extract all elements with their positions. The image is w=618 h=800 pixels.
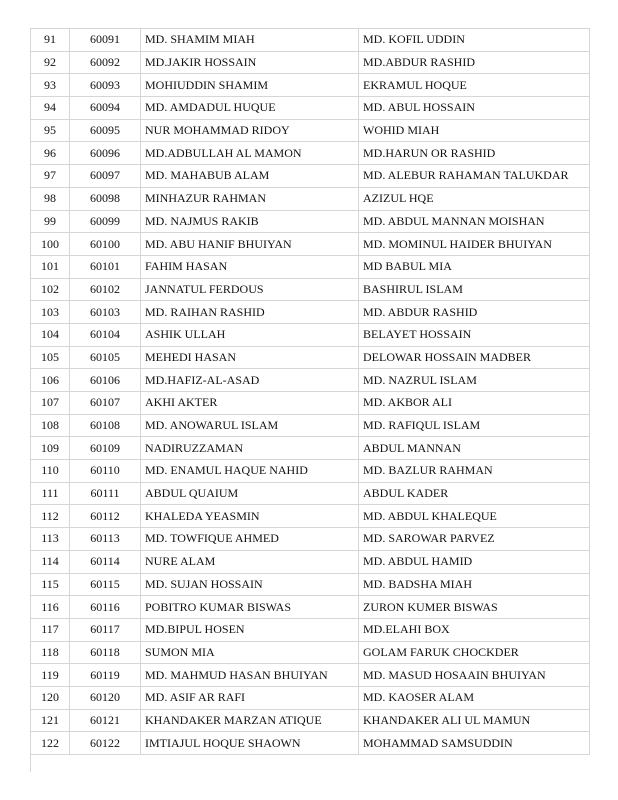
table-row	[31, 437, 590, 460]
father-name-cell: MD.ABDUR RASHID	[359, 51, 590, 74]
roll-number-cell: 60103	[70, 301, 141, 324]
table-row	[31, 686, 590, 709]
student-name-cell: MD. AMDADUL HUQUE	[141, 97, 359, 120]
student-name-cell: MD. RAIHAN RASHID	[141, 301, 359, 324]
serial-number-cell: 106	[31, 369, 70, 392]
student-name-cell: MD. ASIF AR RAFI	[141, 686, 359, 709]
student-name-cell: MD. MAHABUB ALAM	[141, 165, 359, 188]
serial-number-cell: 109	[31, 437, 70, 460]
student-name-cell: NUR MOHAMMAD RIDOY	[141, 119, 359, 142]
table-row	[31, 29, 590, 52]
serial-number-cell: 114	[31, 550, 70, 573]
serial-number-cell: 107	[31, 392, 70, 415]
table-row	[31, 255, 590, 278]
father-name-cell: EKRAMUL HOQUE	[359, 74, 590, 97]
serial-number-cell: 100	[31, 233, 70, 256]
table-row	[31, 74, 590, 97]
student-name-cell: MD. SUJAN HOSSAIN	[141, 573, 359, 596]
roll-number-cell: 60112	[70, 505, 141, 528]
serial-number-cell: 111	[31, 482, 70, 505]
serial-number-cell: 113	[31, 528, 70, 551]
serial-number-cell: 92	[31, 51, 70, 74]
student-name-cell: FAHIM HASAN	[141, 255, 359, 278]
student-name-cell: MD. NAJMUS RAKIB	[141, 210, 359, 233]
table-row	[31, 641, 590, 664]
serial-number-cell: 94	[31, 97, 70, 120]
roll-number-cell: 60091	[70, 29, 141, 52]
table-row	[31, 732, 590, 755]
table-row	[31, 414, 590, 437]
father-name-cell: ABDUL KADER	[359, 482, 590, 505]
father-name-cell: ABDUL MANNAN	[359, 437, 590, 460]
roll-number-cell: 60107	[70, 392, 141, 415]
father-name-cell: MD. NAZRUL ISLAM	[359, 369, 590, 392]
student-name-cell: AKHI AKTER	[141, 392, 359, 415]
student-name-cell: POBITRO KUMAR BISWAS	[141, 596, 359, 619]
serial-number-cell: 119	[31, 664, 70, 687]
serial-number-cell: 104	[31, 323, 70, 346]
serial-number-cell: 102	[31, 278, 70, 301]
table-border-continuation	[30, 755, 31, 772]
father-name-cell: AZIZUL HQE	[359, 187, 590, 210]
student-name-cell: MD. ANOWARUL ISLAM	[141, 414, 359, 437]
serial-number-cell: 108	[31, 414, 70, 437]
roll-number-cell: 60116	[70, 596, 141, 619]
father-name-cell: MD. MASUD HOSAAIN BHUIYAN	[359, 664, 590, 687]
father-name-cell: MD. MOMINUL HAIDER BHUIYAN	[359, 233, 590, 256]
serial-number-cell: 96	[31, 142, 70, 165]
student-name-cell: ABDUL QUAIUM	[141, 482, 359, 505]
table-row	[31, 596, 590, 619]
student-name-cell: ASHIK ULLAH	[141, 323, 359, 346]
roll-number-cell: 60101	[70, 255, 141, 278]
father-name-cell: MD. BAZLUR RAHMAN	[359, 460, 590, 483]
table-row	[31, 187, 590, 210]
table-row	[31, 210, 590, 233]
table-row	[31, 346, 590, 369]
roll-number-cell: 60104	[70, 323, 141, 346]
roll-number-cell: 60114	[70, 550, 141, 573]
roll-number-cell: 60111	[70, 482, 141, 505]
table-row	[31, 482, 590, 505]
father-name-cell: ZURON KUMER BISWAS	[359, 596, 590, 619]
roll-number-cell: 60110	[70, 460, 141, 483]
table-row	[31, 278, 590, 301]
table-row	[31, 528, 590, 551]
father-name-cell: MD. SAROWAR PARVEZ	[359, 528, 590, 551]
serial-number-cell: 116	[31, 596, 70, 619]
roll-number-cell: 60099	[70, 210, 141, 233]
father-name-cell: BASHIRUL ISLAM	[359, 278, 590, 301]
father-name-cell: MD. AKBOR ALI	[359, 392, 590, 415]
serial-number-cell: 115	[31, 573, 70, 596]
table-row	[31, 97, 590, 120]
roster-table	[30, 28, 590, 755]
student-name-cell: SUMON MIA	[141, 641, 359, 664]
student-name-cell: MD.JAKIR HOSSAIN	[141, 51, 359, 74]
father-name-cell: BELAYET HOSSAIN	[359, 323, 590, 346]
roll-number-cell: 60108	[70, 414, 141, 437]
roll-number-cell: 60109	[70, 437, 141, 460]
father-name-cell: MD. KAOSER ALAM	[359, 686, 590, 709]
student-name-cell: JANNATUL FERDOUS	[141, 278, 359, 301]
student-name-cell: MD. ENAMUL HAQUE NAHID	[141, 460, 359, 483]
roll-number-cell: 60121	[70, 709, 141, 732]
father-name-cell: MD. ABDUL HAMID	[359, 550, 590, 573]
serial-number-cell: 112	[31, 505, 70, 528]
table-row	[31, 142, 590, 165]
table-row	[31, 369, 590, 392]
roll-number-cell: 60096	[70, 142, 141, 165]
roll-number-cell: 60113	[70, 528, 141, 551]
roll-number-cell: 60120	[70, 686, 141, 709]
serial-number-cell: 117	[31, 618, 70, 641]
table-row	[31, 119, 590, 142]
table-row	[31, 301, 590, 324]
father-name-cell: DELOWAR HOSSAIN MADBER	[359, 346, 590, 369]
roll-number-cell: 60102	[70, 278, 141, 301]
roll-number-cell: 60094	[70, 97, 141, 120]
student-name-cell: KHANDAKER MARZAN ATIQUE	[141, 709, 359, 732]
father-name-cell: MD BABUL MIA	[359, 255, 590, 278]
father-name-cell: MOHAMMAD SAMSUDDIN	[359, 732, 590, 755]
student-name-cell: MD. ABU HANIF BHUIYAN	[141, 233, 359, 256]
serial-number-cell: 122	[31, 732, 70, 755]
student-name-cell: MD.HAFIZ-AL-ASAD	[141, 369, 359, 392]
table-row	[31, 709, 590, 732]
student-name-cell: MINHAZUR RAHMAN	[141, 187, 359, 210]
student-name-cell: MEHEDI HASAN	[141, 346, 359, 369]
father-name-cell: MD.ELAHI BOX	[359, 618, 590, 641]
student-name-cell: MD. TOWFIQUE AHMED	[141, 528, 359, 551]
student-name-cell: IMTIAJUL HOQUE SHAOWN	[141, 732, 359, 755]
table-row	[31, 618, 590, 641]
father-name-cell: WOHID MIAH	[359, 119, 590, 142]
serial-number-cell: 110	[31, 460, 70, 483]
roll-number-cell: 60100	[70, 233, 141, 256]
father-name-cell: MD. BADSHA MIAH	[359, 573, 590, 596]
table-row	[31, 664, 590, 687]
roll-number-cell: 60106	[70, 369, 141, 392]
roll-number-cell: 60092	[70, 51, 141, 74]
student-name-cell: MD.ADBULLAH AL MAMON	[141, 142, 359, 165]
serial-number-cell: 103	[31, 301, 70, 324]
roll-number-cell: 60119	[70, 664, 141, 687]
roll-number-cell: 60098	[70, 187, 141, 210]
student-name-cell: MD.BIPUL HOSEN	[141, 618, 359, 641]
father-name-cell: MD. KOFIL UDDIN	[359, 29, 590, 52]
table-row	[31, 165, 590, 188]
serial-number-cell: 95	[31, 119, 70, 142]
roll-number-cell: 60093	[70, 74, 141, 97]
serial-number-cell: 98	[31, 187, 70, 210]
serial-number-cell: 97	[31, 165, 70, 188]
serial-number-cell: 91	[31, 29, 70, 52]
father-name-cell: MD.HARUN OR RASHID	[359, 142, 590, 165]
father-name-cell: MD. ABDUL MANNAN MOISHAN	[359, 210, 590, 233]
table-row	[31, 323, 590, 346]
roll-number-cell: 60118	[70, 641, 141, 664]
roll-number-cell: 60095	[70, 119, 141, 142]
table-row	[31, 460, 590, 483]
student-name-cell: NURE ALAM	[141, 550, 359, 573]
roll-number-cell: 60105	[70, 346, 141, 369]
father-name-cell: MD. ABUL HOSSAIN	[359, 97, 590, 120]
father-name-cell: KHANDAKER ALI UL MAMUN	[359, 709, 590, 732]
table-row	[31, 51, 590, 74]
roll-number-cell: 60122	[70, 732, 141, 755]
father-name-cell: MD. RAFIQUL ISLAM	[359, 414, 590, 437]
table-row	[31, 505, 590, 528]
student-name-cell: MD. SHAMIM MIAH	[141, 29, 359, 52]
roll-number-cell: 60117	[70, 618, 141, 641]
student-name-cell: MOHIUDDIN SHAMIM	[141, 74, 359, 97]
father-name-cell: GOLAM FARUK CHOCKDER	[359, 641, 590, 664]
serial-number-cell: 105	[31, 346, 70, 369]
father-name-cell: MD. ABDUL KHALEQUE	[359, 505, 590, 528]
table-row	[31, 550, 590, 573]
table-row	[31, 392, 590, 415]
father-name-cell: MD. ALEBUR RAHAMAN TALUKDAR	[359, 165, 590, 188]
serial-number-cell: 101	[31, 255, 70, 278]
table-row	[31, 573, 590, 596]
student-name-cell: KHALEDA YEASMIN	[141, 505, 359, 528]
father-name-cell: MD. ABDUR RASHID	[359, 301, 590, 324]
roll-number-cell: 60115	[70, 573, 141, 596]
serial-number-cell: 120	[31, 686, 70, 709]
roll-number-cell: 60097	[70, 165, 141, 188]
serial-number-cell: 99	[31, 210, 70, 233]
serial-number-cell: 118	[31, 641, 70, 664]
serial-number-cell: 93	[31, 74, 70, 97]
student-name-cell: NADIRUZZAMAN	[141, 437, 359, 460]
table-row	[31, 233, 590, 256]
serial-number-cell: 121	[31, 709, 70, 732]
student-name-cell: MD. MAHMUD HASAN BHUIYAN	[141, 664, 359, 687]
roster-table-body	[31, 29, 590, 755]
